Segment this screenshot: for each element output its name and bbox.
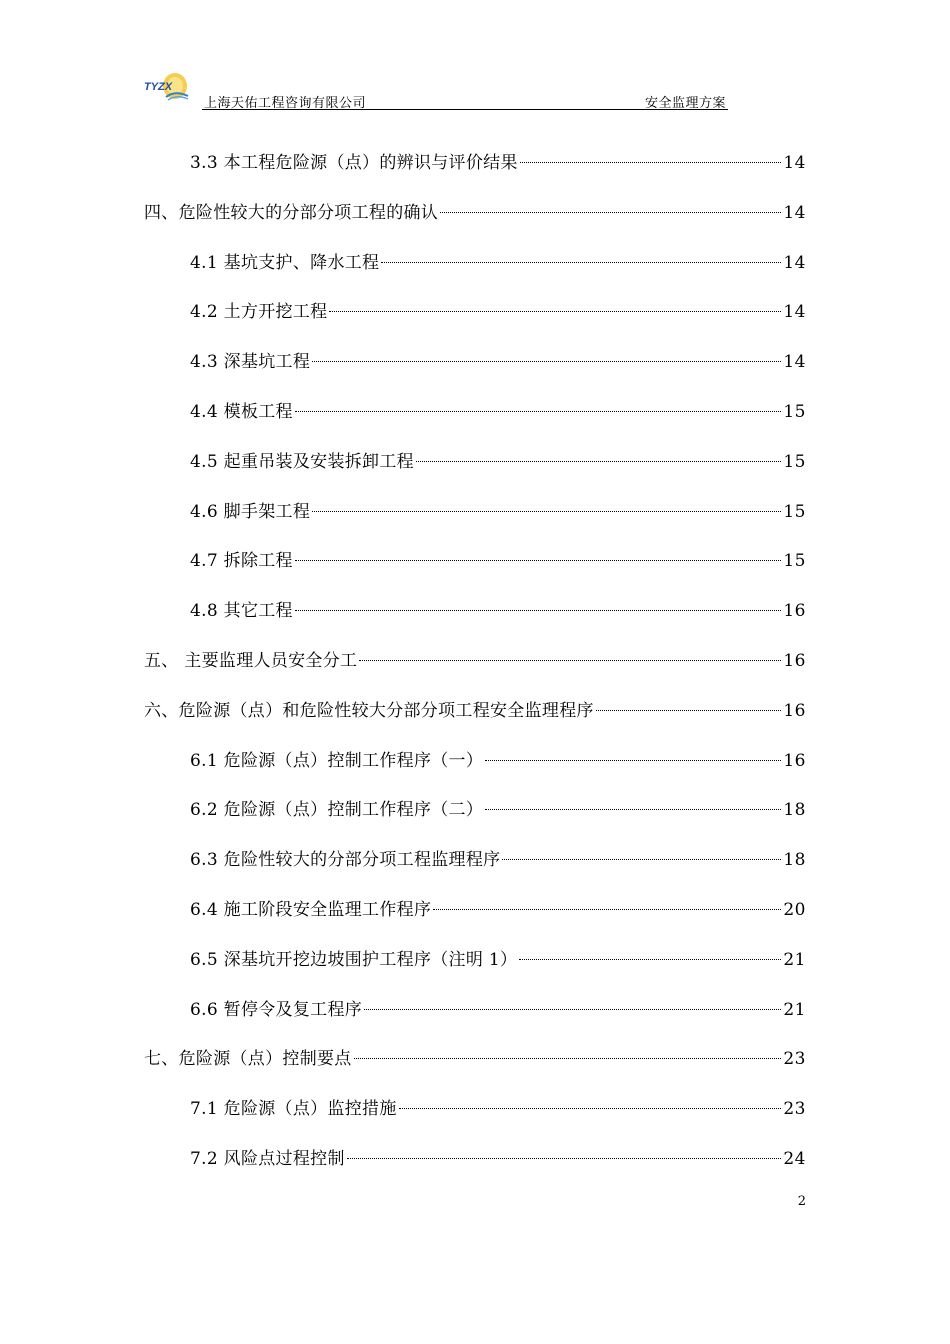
toc-entry[interactable] (190, 995, 806, 1025)
toc-entry-label: 六、危险源（点）和危险性较大分部分项工程安全监理程序 (144, 700, 594, 721)
header-document-title: 安全监理方案 (644, 96, 726, 111)
toc-entry-label: 4.2 土方开挖工程 (190, 302, 328, 323)
toc-entry[interactable] (190, 447, 806, 477)
toc-entry[interactable] (190, 248, 806, 278)
toc-dot-leader (485, 809, 781, 810)
toc-dot-leader (519, 959, 781, 960)
toc-entry-label: 4.5 起重吊装及安装拆卸工程 (190, 451, 414, 472)
toc-dot-leader (596, 710, 782, 711)
toc-dot-leader (502, 859, 781, 860)
toc-entry[interactable] (190, 895, 806, 925)
toc-entry-label: 6.4 施工阶段安全监理工作程序 (190, 900, 432, 920)
toc-entry[interactable] (144, 198, 806, 228)
toc-entry-label: 6.5 深基坑开挖边坡围护工程序（注明 1） (190, 949, 518, 970)
toc-entry[interactable] (190, 297, 806, 327)
toc-dot-leader (440, 212, 781, 213)
toc-entry-page-number: 14 (783, 252, 806, 273)
toc-entry-page-number: 15 (783, 451, 806, 472)
toc-entry[interactable] (144, 1044, 806, 1074)
toc-entry-label: 4.1 基坑支护、降水工程 (190, 252, 380, 273)
toc-entry-page-number: 16 (783, 601, 806, 622)
toc-entry-label: 6.1 危险源（点）控制工作程序（一） (190, 750, 484, 771)
toc-dot-leader (381, 262, 781, 263)
toc-entry-page-number: 16 (783, 750, 806, 771)
toc-entry-page-number: 16 (783, 700, 806, 721)
toc-dot-leader (399, 1108, 782, 1109)
toc-entry-page-number: 18 (783, 850, 806, 871)
toc-entry-page-number: 24 (783, 1149, 806, 1169)
toc-entry-page-number: 23 (783, 1049, 806, 1070)
toc-entry[interactable] (190, 945, 806, 975)
toc-entry[interactable] (190, 845, 806, 875)
page-number: 2 (797, 1194, 806, 1209)
toc-entry-label: 6.3 危险性较大的分部分项工程监理程序 (190, 850, 501, 871)
toc-dot-leader (312, 361, 781, 362)
toc-dot-leader (485, 760, 781, 761)
toc-dot-leader (359, 660, 781, 661)
toc-entry-label: 4.3 深基坑工程 (190, 352, 311, 373)
toc-entry[interactable] (190, 347, 806, 377)
toc-entry[interactable] (190, 1094, 806, 1124)
svg-text:TYZX: TYZX (144, 81, 173, 93)
toc-entry[interactable] (190, 596, 806, 626)
toc-entry-page-number: 16 (783, 651, 806, 671)
toc-dot-leader (364, 1009, 781, 1010)
toc-entry-page-number: 20 (783, 900, 806, 920)
toc-entry-label: 4.7 拆除工程 (190, 551, 293, 572)
toc-entry-label: 五、 主要监理人员安全分工 (144, 651, 358, 671)
toc-dot-leader (295, 560, 782, 561)
toc-dot-leader (295, 610, 782, 611)
header-company-name: 上海天佑工程咨询有限公司 (204, 96, 367, 111)
toc-entry[interactable] (144, 696, 806, 726)
toc-entry-page-number: 15 (783, 551, 806, 572)
toc-entry[interactable] (190, 497, 806, 527)
toc-dot-leader (520, 162, 782, 163)
toc-entry-page-number: 23 (783, 1099, 806, 1120)
toc-entry-page-number: 21 (783, 999, 806, 1020)
toc-entry-label: 四、危险性较大的分部分项工程的确认 (144, 202, 439, 223)
toc-entry-label: 七、危险源（点）控制要点 (144, 1049, 352, 1070)
toc-dot-leader (329, 311, 781, 312)
toc-entry-page-number: 14 (783, 352, 806, 373)
toc-entry-label: 3.3 本工程危险源（点）的辨识与评价结果 (190, 153, 518, 173)
toc-entry-label: 4.4 模板工程 (190, 402, 293, 422)
toc-entry-page-number: 14 (783, 153, 806, 173)
toc-entry[interactable] (144, 646, 806, 676)
toc-entry-page-number: 15 (783, 501, 806, 522)
toc-entry-label: 6.6 暂停令及复工程序 (190, 999, 363, 1020)
toc-dot-leader (312, 511, 781, 512)
toc-entry[interactable] (190, 397, 806, 427)
toc-dot-leader (354, 1058, 782, 1059)
toc-entry-page-number: 14 (783, 302, 806, 323)
toc-entry[interactable] (190, 1144, 806, 1174)
toc-entry-label: 4.8 其它工程 (190, 601, 293, 622)
toc-dot-leader (347, 1158, 782, 1159)
toc-entry-page-number: 15 (783, 402, 806, 422)
toc-entry[interactable] (190, 546, 806, 576)
toc-entry-page-number: 14 (783, 202, 806, 223)
toc-entry[interactable] (190, 795, 806, 825)
toc-entry-label: 7.2 风险点过程控制 (190, 1149, 345, 1169)
toc-entry-label: 4.6 脚手架工程 (190, 501, 311, 522)
toc-entry-label: 6.2 危险源（点）控制工作程序（二） (190, 800, 484, 821)
toc-dot-leader (295, 411, 782, 412)
company-logo (144, 70, 190, 104)
toc-entry-label: 7.1 危险源（点）监控措施 (190, 1099, 397, 1120)
toc-entry-page-number: 21 (783, 949, 806, 970)
toc-entry-page-number: 18 (783, 800, 806, 821)
toc-dot-leader (416, 461, 781, 462)
toc-dot-leader (433, 909, 781, 910)
header-divider (202, 109, 728, 110)
toc-entry[interactable] (190, 746, 806, 776)
toc-entry[interactable] (190, 148, 806, 178)
